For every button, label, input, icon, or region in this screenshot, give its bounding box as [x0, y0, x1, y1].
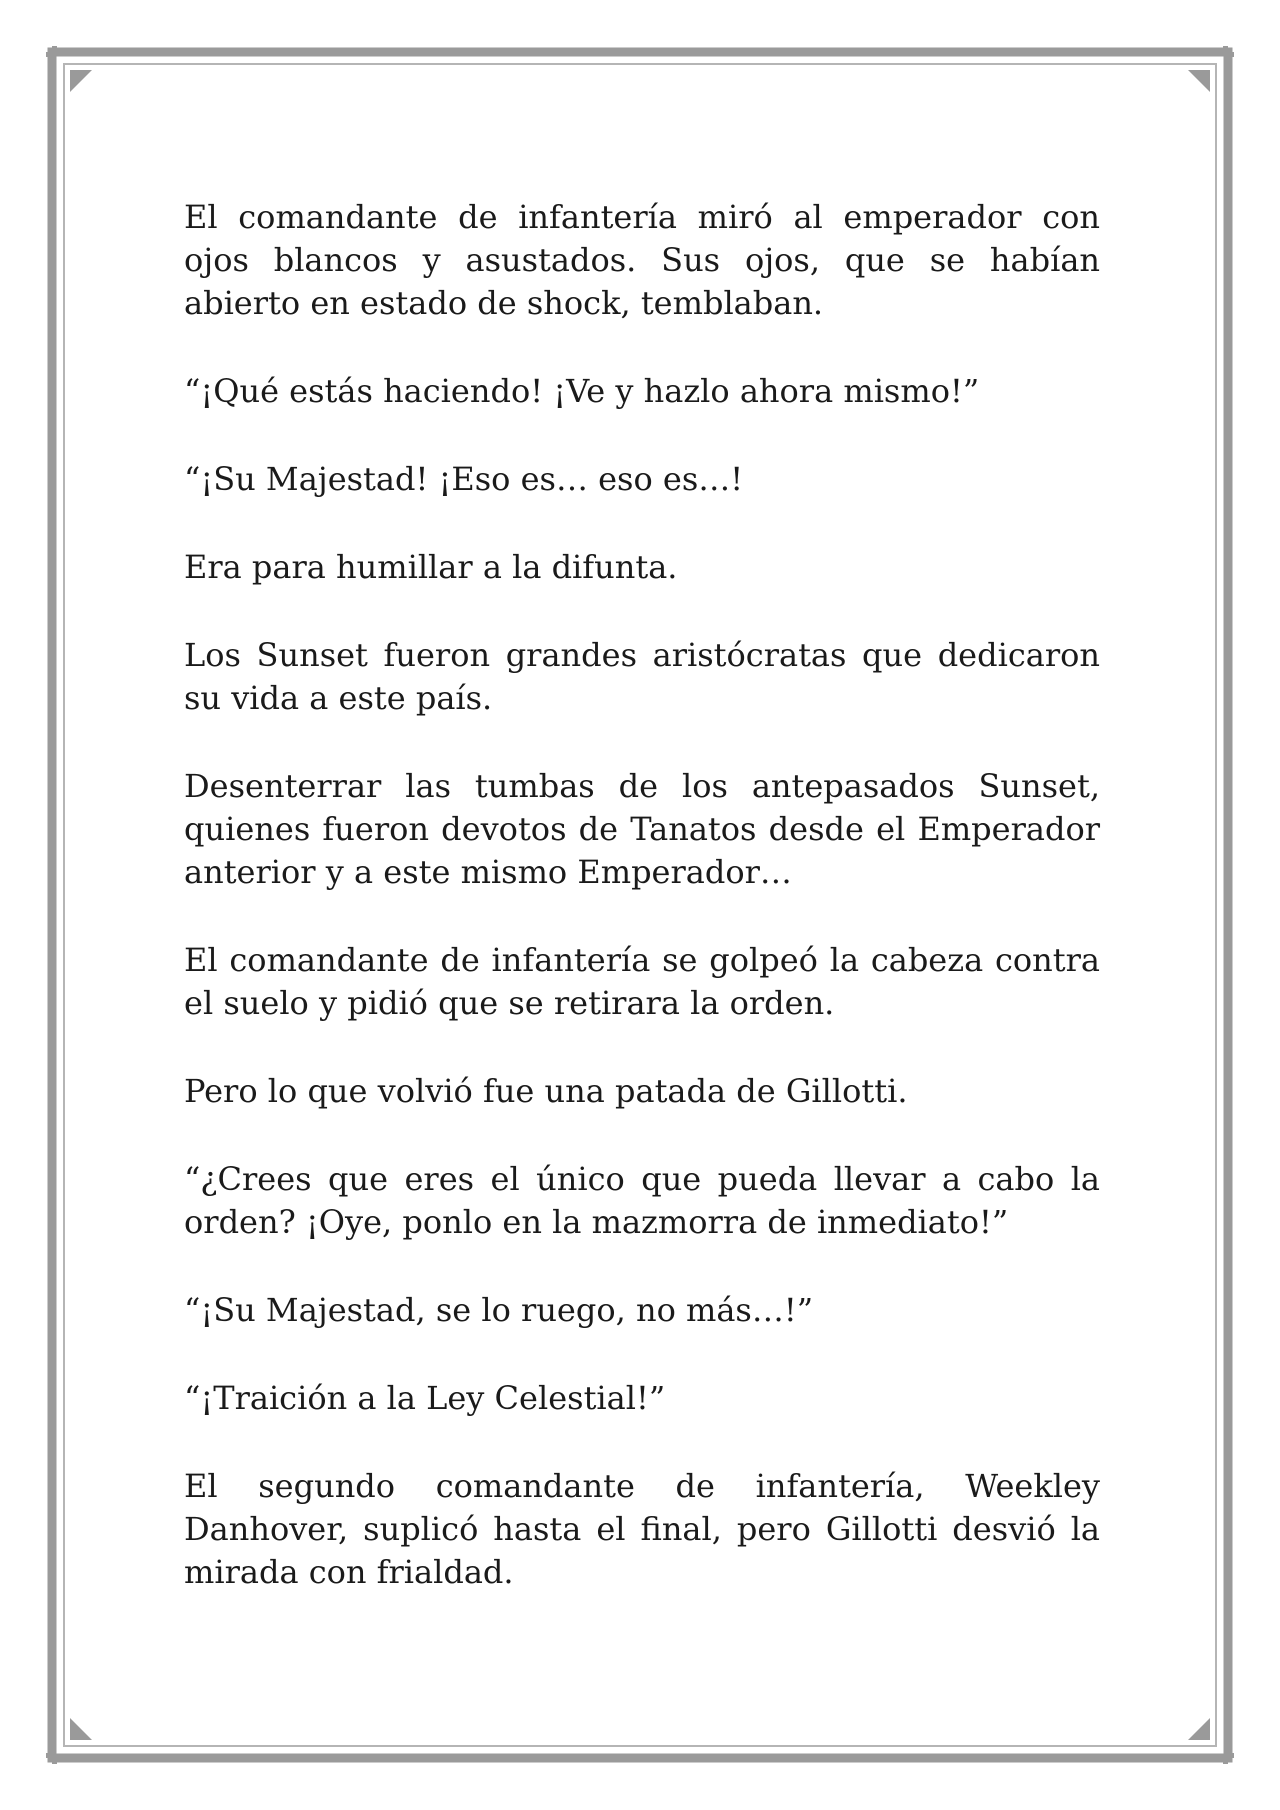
- paragraph: El comandante de infantería se golpeó la cabeza contra el suelo y pidió que se retirara la orden.: [184, 941, 1100, 1022]
- paragraph-dialogue: “¡Su Majestad! ¡Eso es… eso es…!: [184, 460, 744, 498]
- paragraph-dialogue: “¡Su Majestad, se lo ruego, no más…!”: [184, 1291, 814, 1329]
- paragraph: El segundo comandante de infantería, Weekley Danhover, suplicó hasta el final, pero Gillotti desvió la mirada con frialdad.: [184, 1467, 1100, 1591]
- paragraph-dialogue: “¿Crees que eres el único que pueda llevar a cabo la orden? ¡Oye, ponlo en la mazmorra de inmediato!”: [184, 1160, 1100, 1241]
- paragraph: Era para humillar a la difunta.: [184, 548, 678, 586]
- document-body: [184, 196, 1100, 1639]
- paragraph-dialogue: “¡Qué estás haciendo! ¡Ve y hazlo ahora mismo!”: [184, 372, 980, 410]
- paragraph: El comandante de infantería miró al emperador con ojos blancos y asustados. Sus ojos, que se habían abierto en estado de shock, temblaban.: [184, 198, 1100, 322]
- paragraph-dialogue: “¡Traición a la Ley Celestial!”: [184, 1379, 666, 1417]
- paragraph: Pero lo que volvió fue una patada de Gillotti.: [184, 1072, 908, 1110]
- paragraph: Los Sunset fueron grandes aristócratas que dedicaron su vida a este país.: [184, 636, 1100, 717]
- paragraph: Desenterrar las tumbas de los antepasados Sunset, quienes fueron devotos de Tanatos desde el Emperador anterior y a este mismo Emperador…: [184, 767, 1100, 891]
